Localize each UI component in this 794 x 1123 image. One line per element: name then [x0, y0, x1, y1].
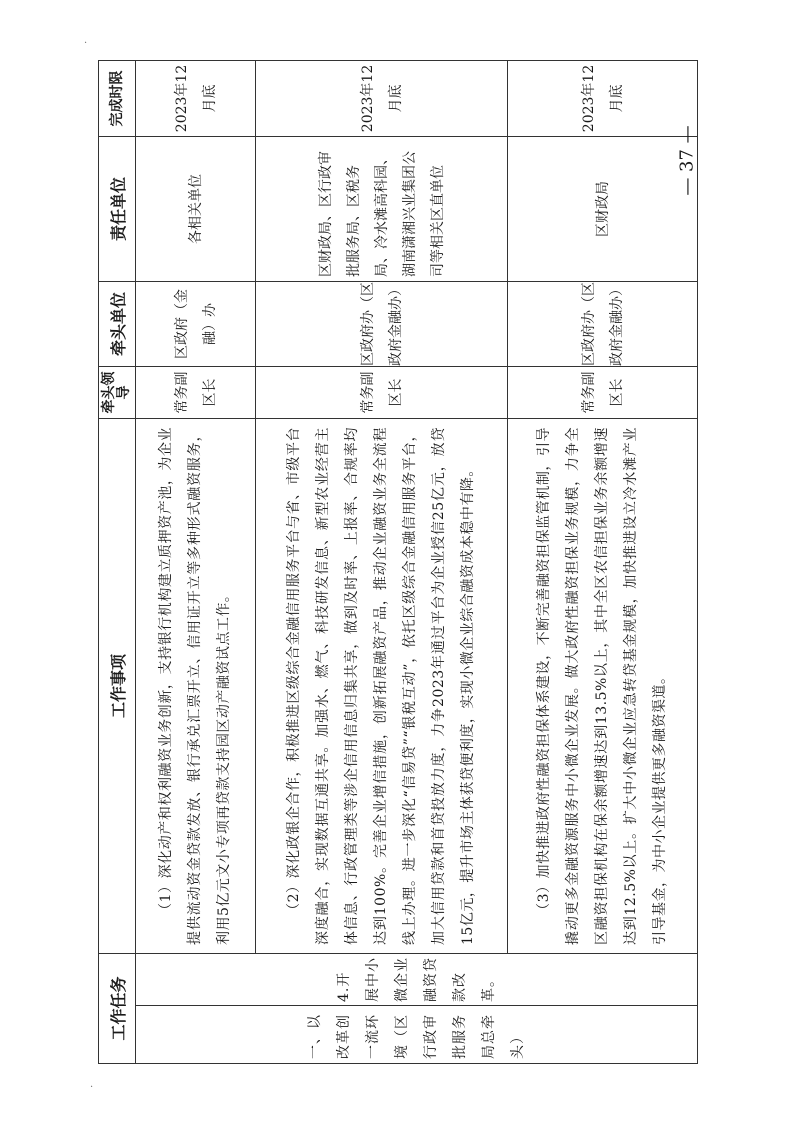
- header-lead-unit: 牵头单位: [99, 281, 136, 366]
- header-row: [99, 60, 136, 1063]
- task-group-text: 一、以改革创一流环境（区行政审批服务局总牵头）: [306, 1014, 526, 1059]
- resp-unit-cell: 各相关单位: [136, 136, 256, 281]
- rotated-table-container: [98, 61, 696, 1064]
- header-item: 工作事项: [99, 418, 136, 953]
- task-group-cell: [136, 1006, 698, 1064]
- item-cell: [508, 418, 698, 953]
- header-resp-unit: 责任单位: [99, 136, 136, 281]
- page-number-text: — 37 —: [676, 125, 698, 196]
- work-task-table: [98, 60, 698, 1064]
- header-deadline: 完成时限: [99, 60, 136, 136]
- item-text: （3）加快推进政府性融资担保体系建设，不断完善融资担保监管机制，引导撬动更多金融资源服务中小微企业发展。做大政府性融资担保业务规模，力争全区融资担保机构在保余额增速达到13.5%以上，其中全区农信担保业务余额增速达到12.5%以上。扩大中小微企业应急转贷基金规模，加快推进设立冷水滩产业引导基金，为中小企业提供更多融资渠道。: [536, 426, 668, 945]
- scan-speck: ·: [84, 38, 88, 49]
- table-row: [508, 60, 698, 1063]
- lead-unit-cell: 区政府办（区政府金融办）: [508, 281, 698, 366]
- header-task: 工作任务: [99, 953, 136, 1063]
- resp-unit-cell: 区财政局: [508, 136, 698, 281]
- lead-cell: 常务副区长: [136, 366, 256, 418]
- lead-cell: 常务副区长: [256, 366, 508, 418]
- item-text: （1）深化动产和权利融资业务创新，支持银行机构建立质押资产池，为企业提供流动资金贷款发放、银行承兑汇票开立、信用证开立等多种形式融资服务，利用5亿元文小专项再贷款支持园区动产融资试点工作。: [158, 426, 232, 945]
- lead-cell: 常务副区长: [508, 366, 698, 418]
- item-text: （2）深化政银企合作，积极推进区级综合金融信用服务平台与省、市级平台深度融合，实现数据互通共享。加强水、燃气、科技研发信息、新型农业经营主体信息、行政管理类等涉企信用信息归集共享，做到及时率、上报率、合规率均达到100%。完善企业增信措施，创新拓展融资产品，推动企业融资业务全流程线上办理。进一步深化“信易贷”“银税互动”，依托区级综合金融信用服务平台，加大信用贷款和首贷投放力度，力争2023年通过平台为企业授信25亿元，放贷15亿元，提升市场主体获贷便利度，实现小微企业综合融资成本稳中有降。: [286, 426, 476, 945]
- scan-speck: ·: [90, 1082, 94, 1093]
- item-cell: [256, 418, 508, 953]
- subtask-cell: [136, 953, 698, 1005]
- deadline-cell: 2023年12月底: [256, 60, 508, 136]
- item-cell: [136, 418, 256, 953]
- header-lead: 牵头领导: [99, 366, 136, 418]
- table-row: [256, 60, 508, 1063]
- page-number: [677, 120, 717, 210]
- subtask-text: 4.开展中小微企业融资贷款改革。: [335, 957, 497, 1002]
- resp-unit-cell: 区财政局、区行政审批服务局、区税务局、冷水滩高科园、湖南潇湘兴业集团公司等相关区直单位: [256, 136, 508, 281]
- deadline-cell: 2023年12月底: [508, 60, 698, 136]
- deadline-cell: 2023年12月底: [136, 60, 256, 136]
- table-row: [136, 60, 256, 1063]
- lead-unit-cell: 区政府办（区政府金融办）: [256, 281, 508, 366]
- lead-unit-cell: 区政府（金融）办: [136, 281, 256, 366]
